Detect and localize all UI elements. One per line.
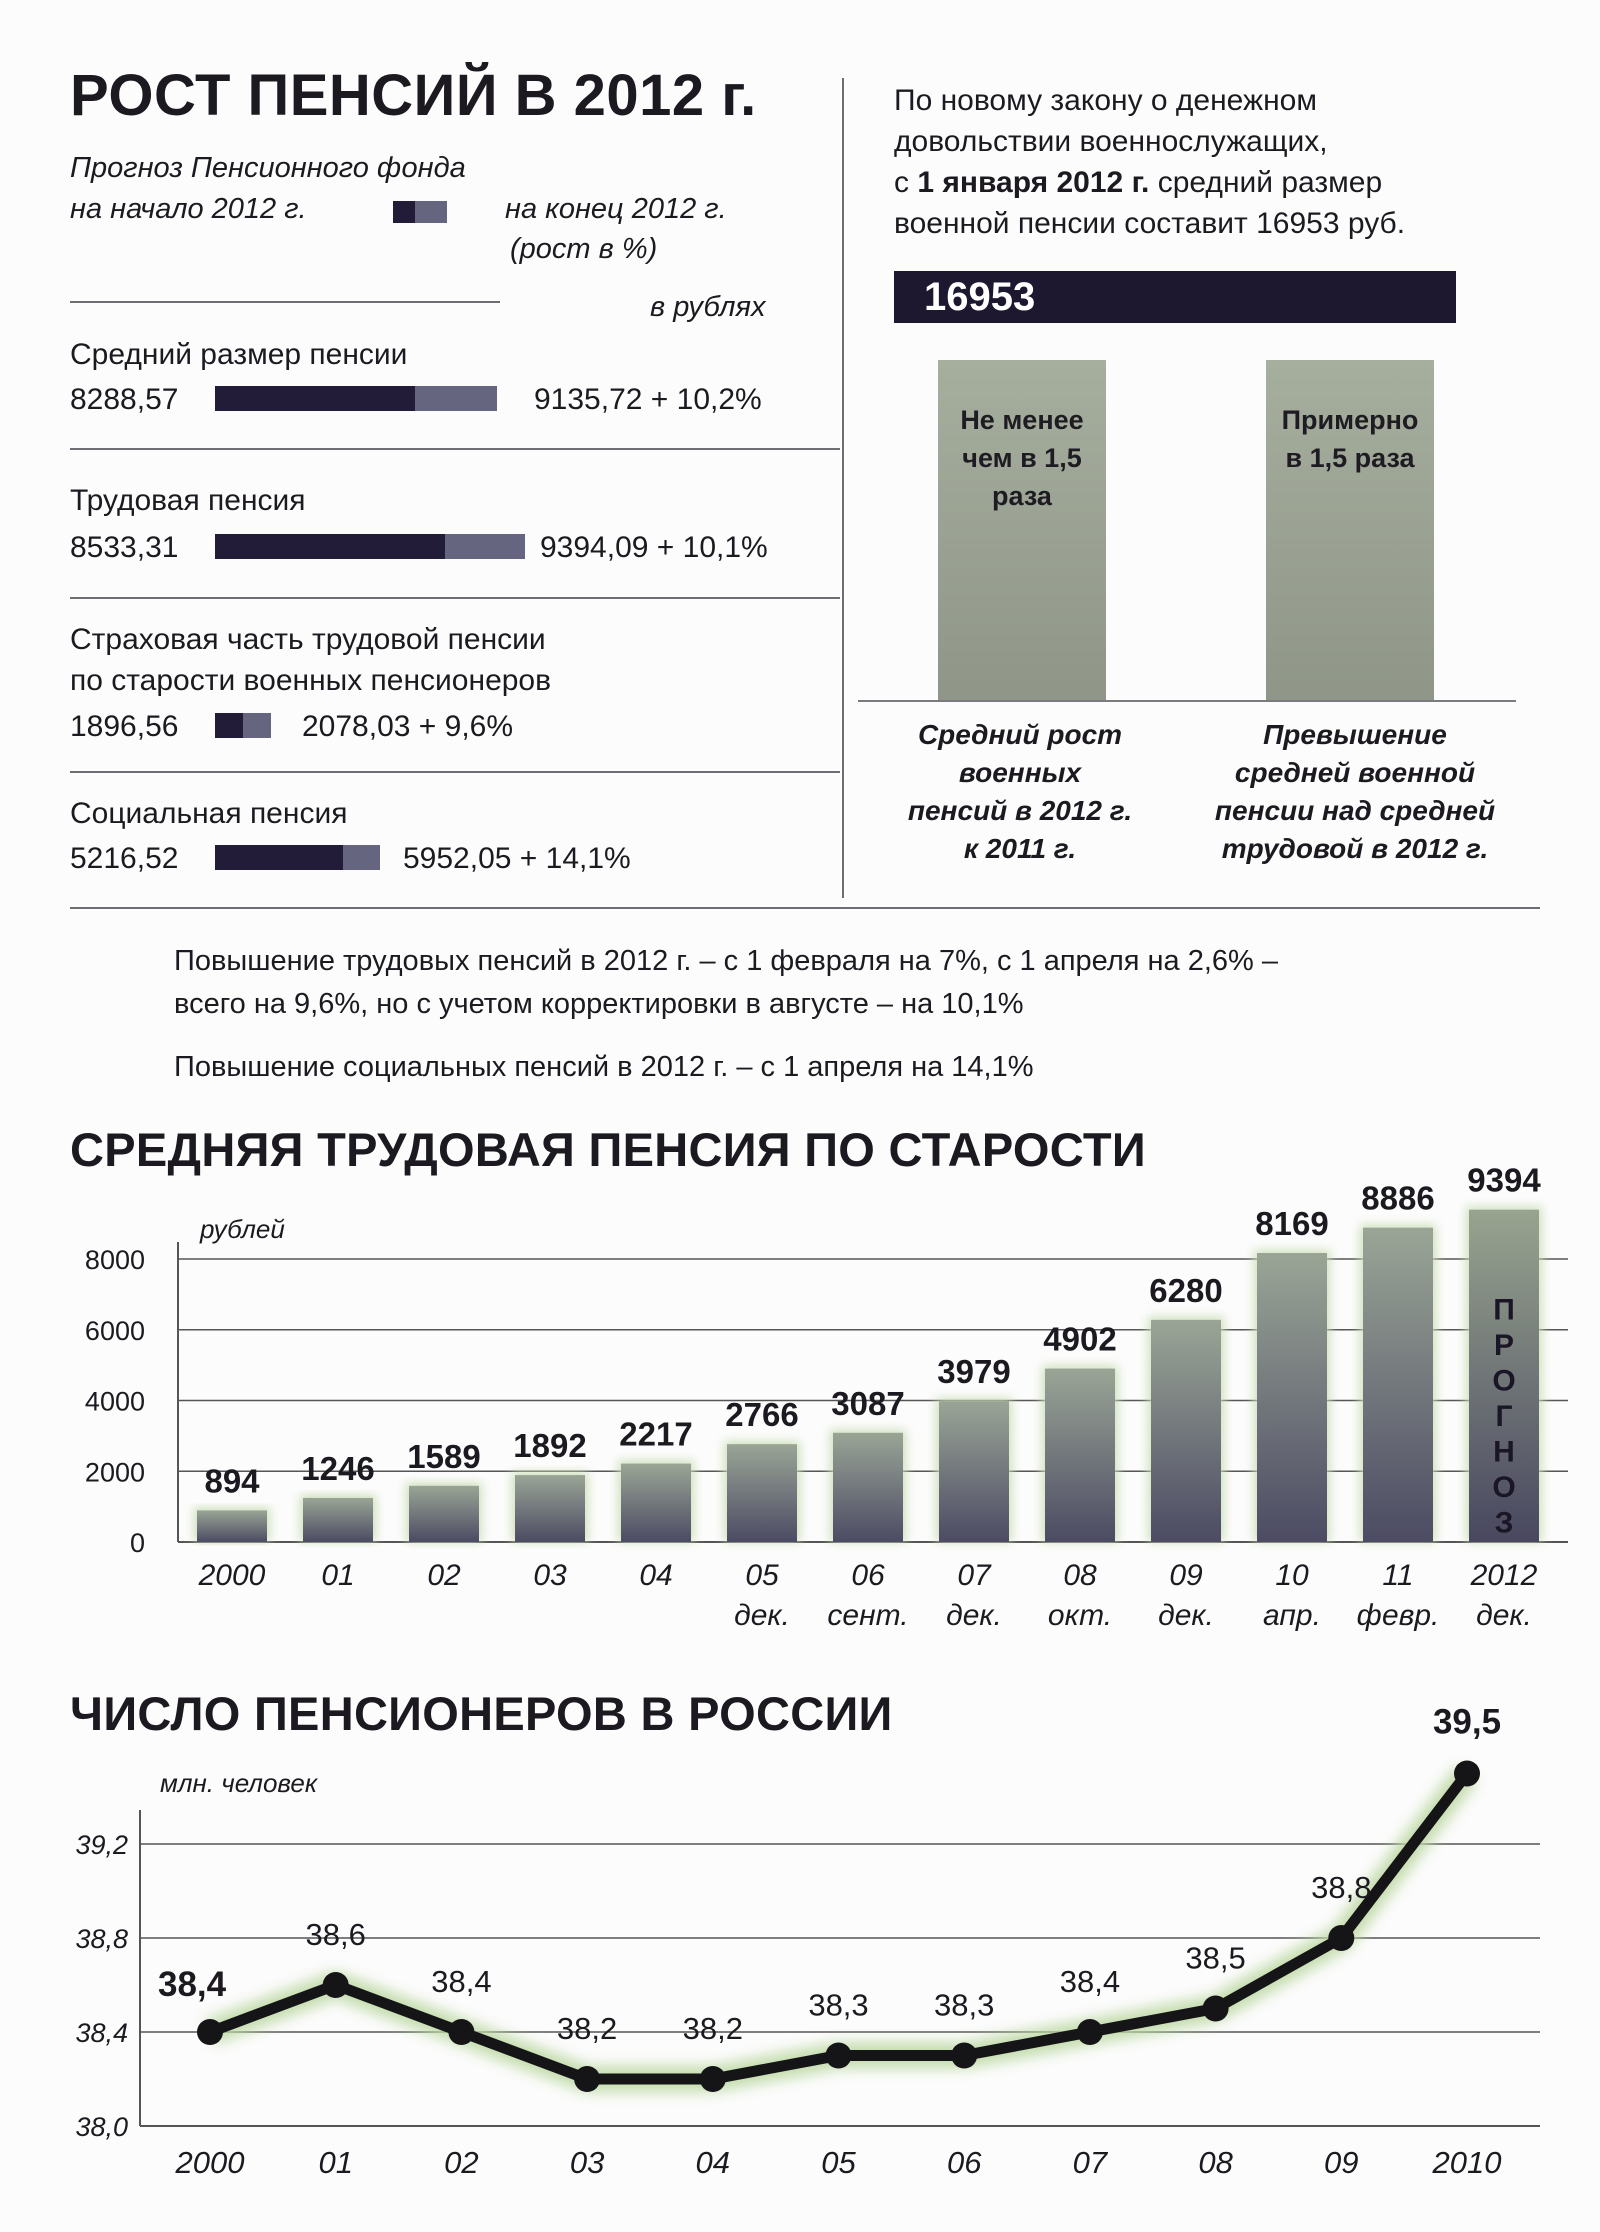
- row-end-labour: 9394,09 + 10,1%: [540, 531, 768, 564]
- x-tick-label: 05: [745, 1559, 779, 1592]
- forecast-letter: Н: [1493, 1435, 1515, 1469]
- row-bar-start: [215, 713, 243, 738]
- point-value-label: 38,3: [808, 1987, 869, 2023]
- data-point: [1077, 2019, 1103, 2045]
- x-tick-label: 07: [957, 1559, 991, 1592]
- x-tick-label: 2010: [1432, 2145, 1502, 2180]
- pillar-text-line: Примерно: [1281, 405, 1419, 435]
- caption-line: пенсии над средней: [1214, 795, 1496, 826]
- x-tick-label: 06: [946, 2145, 982, 2180]
- point-value-label: 38,2: [556, 2011, 618, 2046]
- y-tick-label: 39,2: [75, 1830, 128, 1860]
- x-tick-label: 07: [1072, 2145, 1108, 2180]
- y-tick-label: 6000: [84, 1315, 145, 1346]
- point-value-label: 38,4: [1059, 1964, 1121, 1999]
- y-tick-label: 38,4: [75, 2018, 128, 2048]
- row-bar-growth: [445, 534, 525, 559]
- y-tick-label: 4000: [84, 1386, 145, 1417]
- x-tick-label: 02: [444, 2145, 479, 2180]
- bar-chart-title: СРЕДНЯЯ ТРУДОВАЯ ПЕНСИЯ ПО СТАРОСТИ: [70, 1123, 1146, 1176]
- military-text-line: военной пенсии составит 16953 руб.: [894, 207, 1406, 240]
- bar-value-label: 4902: [1043, 1320, 1117, 1358]
- x-tick-label: 03: [569, 2145, 605, 2180]
- data-point: [700, 2066, 726, 2092]
- military-date: 1 января 2012 г.: [917, 166, 1150, 199]
- point-value-label: 38,4: [158, 1965, 227, 2004]
- row-start-insurance: 1896,56: [70, 710, 179, 743]
- x-tick-label: 04: [639, 1559, 673, 1592]
- x-tick-label: 11: [1382, 1559, 1414, 1592]
- x-tick-label: 08: [1198, 2145, 1233, 2180]
- x-tick-label: 2000: [175, 2145, 245, 2180]
- x-tick-label: 01: [318, 2145, 353, 2180]
- data-point: [197, 2019, 223, 2045]
- bar: [1151, 1320, 1221, 1542]
- bar-value-label: 1892: [513, 1427, 587, 1465]
- bar: [303, 1498, 373, 1542]
- caption-line: трудовой в 2012 г.: [1221, 833, 1489, 864]
- pillar-baseline: [858, 700, 1516, 702]
- forecast-letter: Г: [1495, 1400, 1513, 1434]
- divider: [70, 771, 840, 773]
- row-bar-growth: [243, 713, 271, 738]
- legend-swatch-end: [415, 201, 447, 223]
- y-axis-label: рублей: [200, 1214, 285, 1244]
- point-value-label: 38,5: [1185, 1940, 1246, 1976]
- row-label-social: Социальная пенсия: [70, 797, 348, 830]
- military-value-banner: [894, 271, 1456, 323]
- y-tick-label: 0: [129, 1528, 145, 1558]
- line-glow: [210, 1774, 1467, 2080]
- row-bar-growth: [415, 386, 497, 411]
- x-tick-label: 03: [533, 1559, 567, 1592]
- data-point: [574, 2066, 600, 2092]
- x-tick-label: 08: [1063, 1559, 1097, 1592]
- bar-value-label: 8886: [1361, 1179, 1435, 1217]
- forecast-end-label: на конец 2012 г.: [505, 193, 727, 225]
- pillar-2-caption: [1185, 716, 1525, 868]
- forecast-letter: О: [1492, 1471, 1516, 1505]
- caption-line: пенсий в 2012 г.: [907, 795, 1133, 826]
- point-value-label: 38,8: [1311, 1870, 1372, 1905]
- data-point: [448, 2019, 474, 2045]
- military-text-line: По новому закону о денежном: [894, 84, 1317, 117]
- bar: [727, 1444, 797, 1542]
- x-tick-label: 02: [427, 1559, 461, 1592]
- row-bar-start: [215, 845, 343, 870]
- bar-value-label: 6280: [1149, 1271, 1223, 1309]
- column-divider: [842, 78, 844, 898]
- x-tick-label: 05: [821, 2145, 856, 2180]
- note-line: всего на 9,6%, но с учетом корректировки в августе – на 10,1%: [174, 988, 1024, 1020]
- military-text-line: [894, 162, 1405, 203]
- x-tick-sublabel: окт.: [1047, 1599, 1113, 1632]
- row-start-labour: 8533,31: [70, 531, 179, 564]
- bar-value-label: 8169: [1255, 1205, 1329, 1243]
- point-value-label: 39,5: [1432, 1702, 1502, 1742]
- series-line: [210, 1774, 1467, 2080]
- forecast-start-label: на начало 2012 г.: [70, 193, 307, 225]
- forecast-letter: Р: [1493, 1329, 1515, 1363]
- row-label-insurance: Страховая часть трудовой пенсии: [70, 623, 546, 656]
- data-point: [826, 2043, 852, 2069]
- caption-line: военных: [958, 757, 1082, 788]
- forecast-letter: О: [1492, 1364, 1516, 1398]
- legend-swatch-start: [393, 201, 415, 223]
- data-point: [1454, 1761, 1480, 1787]
- data-point: [951, 2043, 977, 2069]
- x-tick-label: 09: [1169, 1559, 1203, 1592]
- x-tick-label: 06: [851, 1559, 885, 1592]
- bar-value-label: 3087: [831, 1384, 905, 1422]
- row-label-insurance-2: по старости военных пенсионеров: [70, 664, 552, 697]
- x-tick-sublabel: дек.: [734, 1599, 790, 1632]
- x-tick-label: 01: [321, 1559, 355, 1592]
- bar-value-label: 2217: [619, 1415, 693, 1453]
- row-bar-start: [215, 386, 415, 411]
- note-labour: [174, 940, 1278, 1026]
- x-tick-sublabel: дек.: [1158, 1599, 1214, 1632]
- x-tick-label: 10: [1275, 1559, 1309, 1592]
- point-value-label: 38,4: [431, 1964, 492, 1999]
- pillar-1-label: [938, 401, 1106, 515]
- y-tick-label: 38,8: [75, 1924, 128, 1954]
- row-end-social: 5952,05 + 14,1%: [403, 842, 631, 875]
- data-point: [323, 1972, 349, 1998]
- note-line: Повышение трудовых пенсий в 2012 г. – с 1 февраля на 7%, с 1 апреля на 2,6% –: [174, 945, 1279, 977]
- bar-value-label: 894: [204, 1462, 260, 1500]
- pillar-text-line: Не менее: [960, 405, 1084, 435]
- bar-value-label: 9394: [1467, 1161, 1541, 1199]
- line-chart-title: ЧИСЛО ПЕНСИОНЕРОВ В РОССИИ: [70, 1687, 893, 1740]
- x-tick-label: 2012: [1470, 1559, 1538, 1592]
- bar: [939, 1401, 1009, 1542]
- bar-value-label: 3979: [937, 1353, 1011, 1391]
- row-label-labour: Трудовая пенсия: [70, 484, 306, 517]
- forecast-letter: П: [1493, 1293, 1515, 1327]
- units-label: в рублях: [650, 291, 766, 323]
- pillar-text-line: в 1,5 раза: [1285, 443, 1415, 473]
- data-point: [1203, 1996, 1229, 2022]
- bar-value-label: 1589: [407, 1437, 481, 1475]
- y-tick-label: 38,0: [75, 2112, 128, 2142]
- caption-line: Превышение: [1263, 719, 1447, 750]
- x-tick-sublabel: сент.: [827, 1599, 909, 1632]
- x-tick-sublabel: дек.: [946, 1599, 1002, 1632]
- x-tick-label: 2000: [198, 1559, 266, 1592]
- bar-value-label: 2766: [725, 1396, 799, 1434]
- row-label-average: Средний размер пенсии: [70, 338, 408, 371]
- divider: [70, 301, 500, 303]
- row-end-insurance: 2078,03 + 9,6%: [302, 710, 514, 743]
- bar-value-label: 1246: [301, 1449, 375, 1487]
- pillar-2-label: [1266, 401, 1434, 477]
- x-tick-label: 04: [695, 2145, 731, 2180]
- caption-line: Средний рост: [917, 719, 1123, 750]
- military-text-line: довольствии военнослужащих,: [894, 125, 1328, 158]
- military-value: 16953: [924, 275, 1036, 319]
- divider: [70, 448, 840, 450]
- forecast-letter: З: [1494, 1506, 1514, 1540]
- military-text-part: с: [894, 166, 918, 199]
- row-start-social: 5216,52: [70, 842, 179, 875]
- section-divider: [70, 907, 1540, 909]
- bar: [1363, 1228, 1433, 1542]
- data-point: [1328, 1925, 1354, 1951]
- bar: [515, 1475, 585, 1542]
- point-value-label: 38,2: [682, 2011, 743, 2046]
- bar: [409, 1486, 479, 1542]
- row-bar-start: [215, 534, 445, 559]
- note-social: Повышение социальных пенсий в 2012 г. – с 1 апреля на 14,1%: [174, 1051, 1034, 1083]
- bar: [621, 1464, 691, 1542]
- y-tick-label: 2000: [84, 1457, 145, 1488]
- x-tick-label: 09: [1324, 2145, 1359, 2180]
- point-value-label: 38,6: [305, 1917, 366, 1952]
- military-text-part: средний размер: [1149, 166, 1383, 199]
- pillar-text-line: чем в 1,5 раза: [962, 443, 1082, 511]
- row-bar-growth: [343, 845, 380, 870]
- bar: [197, 1510, 267, 1542]
- caption-line: средней военной: [1234, 757, 1476, 788]
- x-tick-sublabel: апр.: [1263, 1599, 1321, 1632]
- x-tick-sublabel: дек.: [1476, 1599, 1532, 1632]
- bar: [1045, 1369, 1115, 1542]
- page-title: РОСТ ПЕНСИЙ В 2012 г.: [70, 63, 757, 128]
- row-end-average: 9135,72 + 10,2%: [534, 383, 762, 416]
- y-axis-label: млн. человек: [160, 1768, 318, 1798]
- row-start-average: 8288,57: [70, 383, 179, 416]
- forecast-caption: Прогноз Пенсионного фонда: [70, 152, 466, 184]
- point-value-label: 38,3: [934, 1987, 995, 2023]
- bar-chart: [0, 1161, 1600, 1650]
- x-tick-sublabel: февр.: [1356, 1599, 1440, 1632]
- y-tick-label: 8000: [84, 1245, 145, 1275]
- caption-line: к 2011 г.: [963, 833, 1077, 864]
- divider: [70, 597, 840, 599]
- bar: [833, 1433, 903, 1542]
- bar: [1257, 1253, 1327, 1542]
- forecast-growth-label: (рост в %): [510, 233, 658, 265]
- military-text: [894, 80, 1405, 244]
- pillar-1-caption: [880, 716, 1160, 868]
